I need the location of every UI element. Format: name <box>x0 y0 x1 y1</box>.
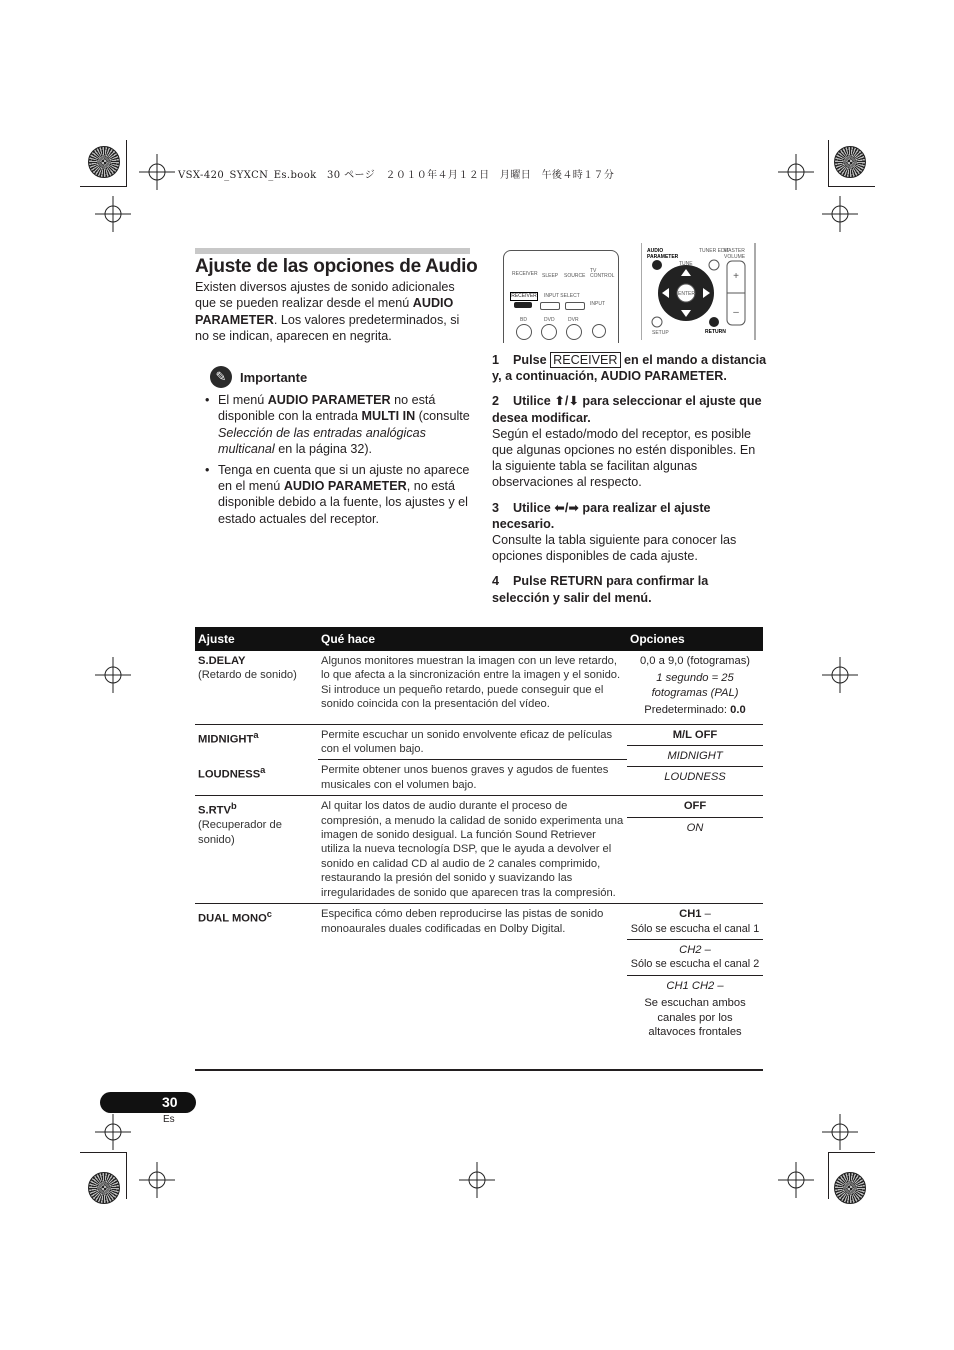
registration-mark-icon <box>778 154 814 190</box>
option: CH1 CH2 – Se escuchan ambos canales por los altavoces frontales <box>644 979 746 1038</box>
table-row <box>195 796 763 904</box>
crop-mark-icon <box>80 140 127 187</box>
step-2: 2 Utilice ⬆/⬇ para seleccionar el ajuste que desea modificar. Según el estado/modo del receptor, es posible que algunas opciones no estén disponibles. En la siguiente tabla se facilitan algunas observaciones al respecto. <box>492 394 762 490</box>
svg-text:+: + <box>733 271 739 282</box>
setting-options <box>627 796 763 904</box>
option: MIDNIGHT <box>627 746 763 767</box>
remote-button-icon <box>516 324 532 340</box>
crop-mark-icon <box>828 1152 875 1199</box>
registration-mark-icon <box>95 1114 131 1150</box>
setting-description: Al quitar los datos de audio durante el proceso de compresión, a menudo la calidad de sonido experimenta una imagen de sonido desigual. La función Sound Retriever utiliza la nueva tecnología DSP, que le ayuda a devolver el sonido en calidad CD al audio de 2 canales comprimido, restaurando la presión del sonido y suavizando las irregularidades de sonido que aparecen tras la compresión. <box>318 796 627 904</box>
remote-button-icon <box>565 302 585 310</box>
option: LOUDNESS <box>664 771 726 784</box>
setting-name: LOUDNESS <box>198 768 261 781</box>
option: ON <box>686 821 704 834</box>
setting-name: DUAL MONO <box>198 912 267 925</box>
table-row <box>195 724 763 760</box>
registration-mark-icon <box>95 657 131 693</box>
column-header: Opciones <box>627 627 763 651</box>
setting-description: Permite obtener unos buenos graves y agudos de fuentes musicales con el volumen bajo. <box>318 760 627 796</box>
list-item: • El menú AUDIO PARAMETER no está disponible con la entrada MULTI IN (consulte Selección de las entradas analógicas multicanal en la página 32). <box>205 392 473 458</box>
setting-options <box>627 651 763 724</box>
page-tab <box>100 1092 196 1113</box>
section-title: Ajuste de las opciones de Audio <box>195 256 478 277</box>
option: CH1 – Sólo se escucha el canal 1 <box>627 904 763 940</box>
setting-name: MIDNIGHT <box>198 733 254 746</box>
receiver-key-label: RECEIVER <box>550 352 620 368</box>
settings-table <box>195 627 763 1042</box>
option: M/L OFF <box>627 725 763 746</box>
registration-mark-icon <box>95 196 131 232</box>
column-header: Qué hace <box>318 627 627 651</box>
registration-mark-icon <box>459 1162 495 1198</box>
option: 1 segundo = 25 fotogramas (PAL) <box>651 672 739 699</box>
remote-illustration-top: RECEIVER SLEEP SOURCE TV CONTROL RECEIVER INPUT SELECT INPUT BD DVD DVR <box>503 250 619 343</box>
step-3: 3 Utilice ⬅/➡ para realizar el ajuste necesario. Consulte la tabla siguiente para conocer las opciones disponibles de cada ajuste. <box>492 500 737 564</box>
crop-mark-icon <box>828 140 875 187</box>
setting-description: Permite escuchar un sonido envolvente eficaz de películas con el volumen bajo. <box>318 724 627 760</box>
remote-button-icon <box>592 324 606 338</box>
option: CH2 – Sólo se escucha el canal 2 <box>627 940 763 976</box>
table-bottom-rule <box>195 1069 763 1071</box>
registration-mark-icon <box>822 1114 858 1150</box>
page-language: Es <box>163 1114 175 1125</box>
footnote-mark: c <box>266 909 272 920</box>
receiver-key-icon: RECEIVER <box>511 293 537 299</box>
steps <box>492 352 767 615</box>
registration-mark-icon <box>822 196 858 232</box>
file-header: VSX-420_SYXCN_Es.book 30 ページ ２０１０年４月１２日 月曜日 午後４時１７分 <box>178 170 615 181</box>
setting-name: S.RTV <box>198 804 231 817</box>
setting-subtitle: (Retardo de sonido) <box>198 669 297 682</box>
remote-button-icon <box>541 324 557 340</box>
setting-description: Algunos monitores muestran la imagen con un leve retardo, lo que afecta a la sincronización entre la imagen y el sonido. Si introduce un pequeño retardo, puede conseguir que el sonido coincida con la presentación del vídeo. <box>321 655 621 711</box>
registration-mark-icon <box>139 1162 175 1198</box>
setting-description: Especifica cómo deben reproducirse las pistas de sonido monoaurales duales codificadas en Dolby Digital. <box>318 904 627 1043</box>
title-bar <box>195 248 470 254</box>
svg-text:–: – <box>733 307 739 318</box>
important-icon: ✎ <box>210 366 232 388</box>
crop-mark-icon <box>80 1152 127 1199</box>
column-header: Ajuste <box>195 627 318 651</box>
footnote-mark: a <box>260 764 266 775</box>
remote-button-icon <box>566 324 582 340</box>
option: OFF <box>627 796 763 817</box>
step-1: 1 Pulse RECEIVER en el mando a distancia y, a continuación, AUDIO PARAMETER. <box>492 353 767 384</box>
table-row <box>195 651 763 724</box>
list-item: • Tenga en cuenta que si un ajuste no aparece en el menú AUDIO PARAMETER, no está disponible debido a la fuente, los ajustes y el estado actuales del receptor. <box>205 462 473 528</box>
registration-mark-icon <box>778 1162 814 1198</box>
option: Predeterminado: 0.0 <box>644 704 746 717</box>
registration-mark-icon <box>822 657 858 693</box>
remote-button-icon <box>540 302 560 310</box>
setting-options <box>627 904 763 1043</box>
setting-name: S.DELAY <box>198 655 246 667</box>
page-number: 30 <box>162 1094 178 1110</box>
table-header-row <box>195 627 763 651</box>
intro-paragraph: Existen diversos ajustes de sonido adicionales que se pueden realizar desde el menú AUDIO PARAMETER. Los valores predeterminados, si no se indican, aparecen en negrita. <box>195 280 460 344</box>
important-list <box>205 392 473 531</box>
step-4: 4 Pulse RETURN para confirmar la selección y salir del menú. <box>492 574 709 605</box>
registration-mark-icon <box>139 154 175 190</box>
setting-options <box>627 724 763 796</box>
remote-button-icon <box>514 302 532 308</box>
footnote-mark: b <box>230 801 237 812</box>
footnote-mark: a <box>253 729 259 740</box>
option: 0,0 a 9,0 (fotogramas) <box>639 655 751 667</box>
setting-subtitle: (Recuperador de sonido) <box>198 819 282 846</box>
table-row <box>195 904 763 1043</box>
important-label: Importante <box>240 370 308 385</box>
